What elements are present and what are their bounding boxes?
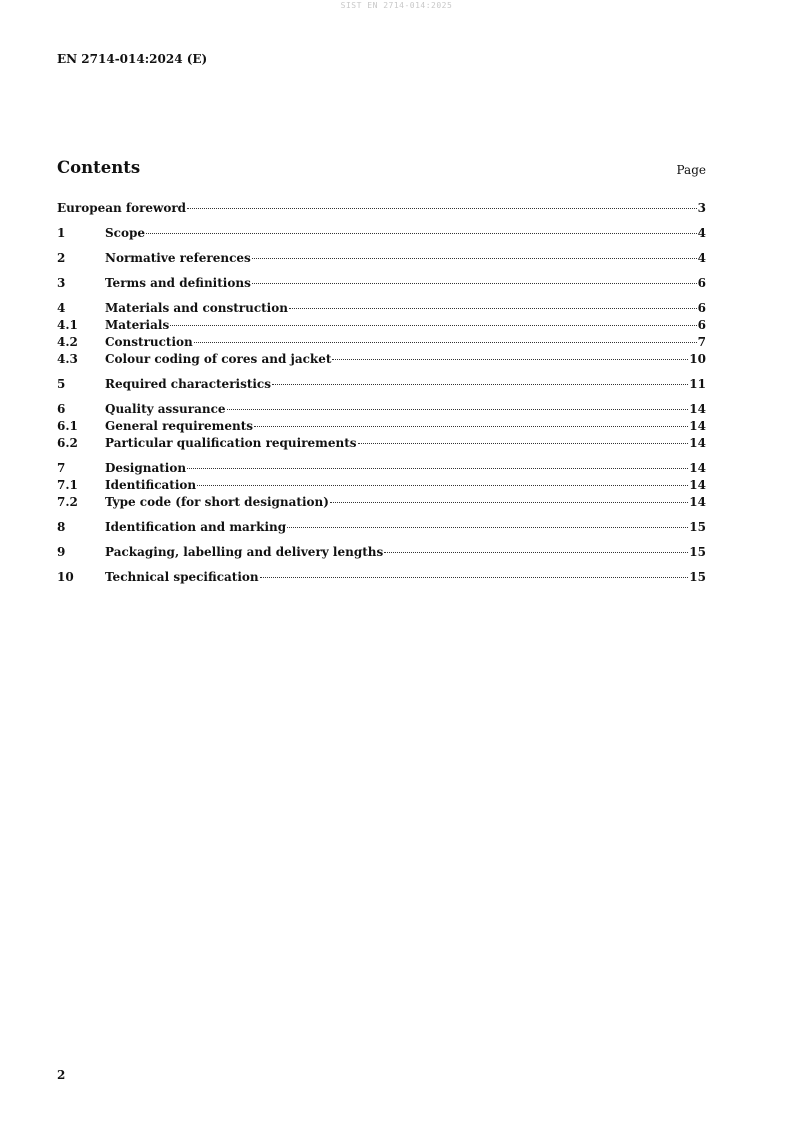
toc-entry-page: 4 xyxy=(697,226,706,240)
toc-entry-page: 15 xyxy=(689,545,706,559)
toc-entry-number: 3 xyxy=(57,276,66,290)
toc-entry[interactable] xyxy=(57,570,706,587)
toc-entry[interactable] xyxy=(57,419,706,436)
toc-dot-leader xyxy=(254,426,688,427)
toc-entry-number: 5 xyxy=(57,377,66,391)
toc-entry[interactable] xyxy=(57,402,706,419)
toc-entry-page: 7 xyxy=(697,335,706,349)
toc-entry-title: Particular qualification requirements xyxy=(105,436,357,450)
watermark: SIST EN 2714-014:2025 xyxy=(340,1,453,10)
toc-dot-leader xyxy=(272,384,688,385)
toc-dot-leader xyxy=(287,527,688,528)
toc-entry-number: 7 xyxy=(57,461,66,475)
toc-dot-leader xyxy=(330,502,688,503)
toc-dot-leader xyxy=(197,485,688,486)
toc-entry-title: Materials and construction xyxy=(105,301,288,315)
toc-dot-leader xyxy=(187,468,688,469)
toc-entry-title: Designation xyxy=(105,461,187,475)
toc-entry[interactable] xyxy=(57,318,706,335)
toc-entry-page: 11 xyxy=(689,377,706,391)
document-id: EN 2714-014:2024 (E) xyxy=(57,52,208,66)
toc-dot-leader xyxy=(252,258,697,259)
toc-entry-page: 14 xyxy=(689,402,706,416)
toc-entry[interactable] xyxy=(57,545,706,562)
toc-entry-number: 7.1 xyxy=(57,478,78,492)
toc-entry[interactable] xyxy=(57,436,706,453)
toc-dot-leader xyxy=(252,283,697,284)
toc-entry-page: 14 xyxy=(689,478,706,492)
toc-entry-page: 3 xyxy=(697,201,706,215)
toc-entry-title: Colour coding of cores and jacket xyxy=(105,352,332,366)
toc-entry-number: 9 xyxy=(57,545,66,559)
toc-entry-page: 15 xyxy=(689,520,706,534)
toc-entry[interactable] xyxy=(57,301,706,318)
toc-dot-leader xyxy=(384,552,688,553)
toc-entry[interactable] xyxy=(57,352,706,369)
contents-heading: Contents xyxy=(57,158,141,177)
toc-entry[interactable] xyxy=(57,335,706,352)
toc-entry-number: 10 xyxy=(57,570,74,584)
toc-entry-page: 15 xyxy=(689,570,706,584)
toc-entry-title: Identification xyxy=(105,478,197,492)
toc-entry-number: 7.2 xyxy=(57,495,78,509)
toc-dot-leader xyxy=(358,443,689,444)
toc-dot-leader xyxy=(187,208,697,209)
toc-entry-page: 14 xyxy=(689,419,706,433)
toc-entry-title: Type code (for short designation) xyxy=(105,495,329,509)
toc-entry[interactable] xyxy=(57,495,706,512)
toc-entry-number: 6.2 xyxy=(57,436,78,450)
toc-dot-leader xyxy=(194,342,697,343)
toc-entry-title: Scope xyxy=(105,226,146,240)
toc-entry-number: 4.1 xyxy=(57,318,78,332)
toc-entry-title: Packaging, labelling and delivery lengths xyxy=(105,545,384,559)
toc-entry[interactable] xyxy=(57,201,706,218)
page-column-label: Page xyxy=(676,163,706,177)
toc-entry[interactable] xyxy=(57,461,706,478)
toc-entry-number: 6.1 xyxy=(57,419,78,433)
toc-entry-number: 4.3 xyxy=(57,352,78,366)
toc-entry-page: 14 xyxy=(689,461,706,475)
table-of-contents xyxy=(57,201,706,587)
toc-entry-page: 6 xyxy=(697,301,706,315)
toc-entry[interactable] xyxy=(57,251,706,268)
toc-entry-title: Normative references xyxy=(105,251,251,265)
toc-entry-page: 6 xyxy=(697,318,706,332)
toc-entry-page: 4 xyxy=(697,251,706,265)
toc-dot-leader xyxy=(170,325,696,326)
page-number: 2 xyxy=(57,1068,66,1082)
toc-entry[interactable] xyxy=(57,276,706,293)
toc-entry-number: 1 xyxy=(57,226,66,240)
toc-entry-title: Terms and definitions xyxy=(105,276,251,290)
toc-entry-title: Quality assurance xyxy=(105,402,226,416)
toc-entry-title: Technical specification xyxy=(105,570,259,584)
toc-entry-title: General requirements xyxy=(105,419,254,433)
toc-entry-number: 4.2 xyxy=(57,335,78,349)
toc-entry-number: 6 xyxy=(57,402,66,416)
toc-entry[interactable] xyxy=(57,226,706,243)
toc-entry[interactable] xyxy=(57,478,706,495)
toc-entry-number: 2 xyxy=(57,251,66,265)
toc-entry-title: European foreword xyxy=(57,201,187,215)
toc-entry-page: 10 xyxy=(689,352,706,366)
toc-entry[interactable] xyxy=(57,377,706,394)
toc-entry-title: Identification and marking xyxy=(105,520,287,534)
toc-entry-title: Construction xyxy=(105,335,193,349)
toc-dot-leader xyxy=(289,308,697,309)
toc-entry-page: 6 xyxy=(697,276,706,290)
toc-entry-number: 8 xyxy=(57,520,66,534)
toc-entry-title: Materials xyxy=(105,318,170,332)
toc-dot-leader xyxy=(146,233,697,234)
toc-dot-leader xyxy=(260,577,689,578)
toc-dot-leader xyxy=(227,409,689,410)
toc-entry-number: 4 xyxy=(57,301,66,315)
toc-entry-title: Required characteristics xyxy=(105,377,271,391)
toc-dot-leader xyxy=(332,359,688,360)
toc-entry-page: 14 xyxy=(689,436,706,450)
toc-entry-page: 14 xyxy=(689,495,706,509)
toc-entry[interactable] xyxy=(57,520,706,537)
